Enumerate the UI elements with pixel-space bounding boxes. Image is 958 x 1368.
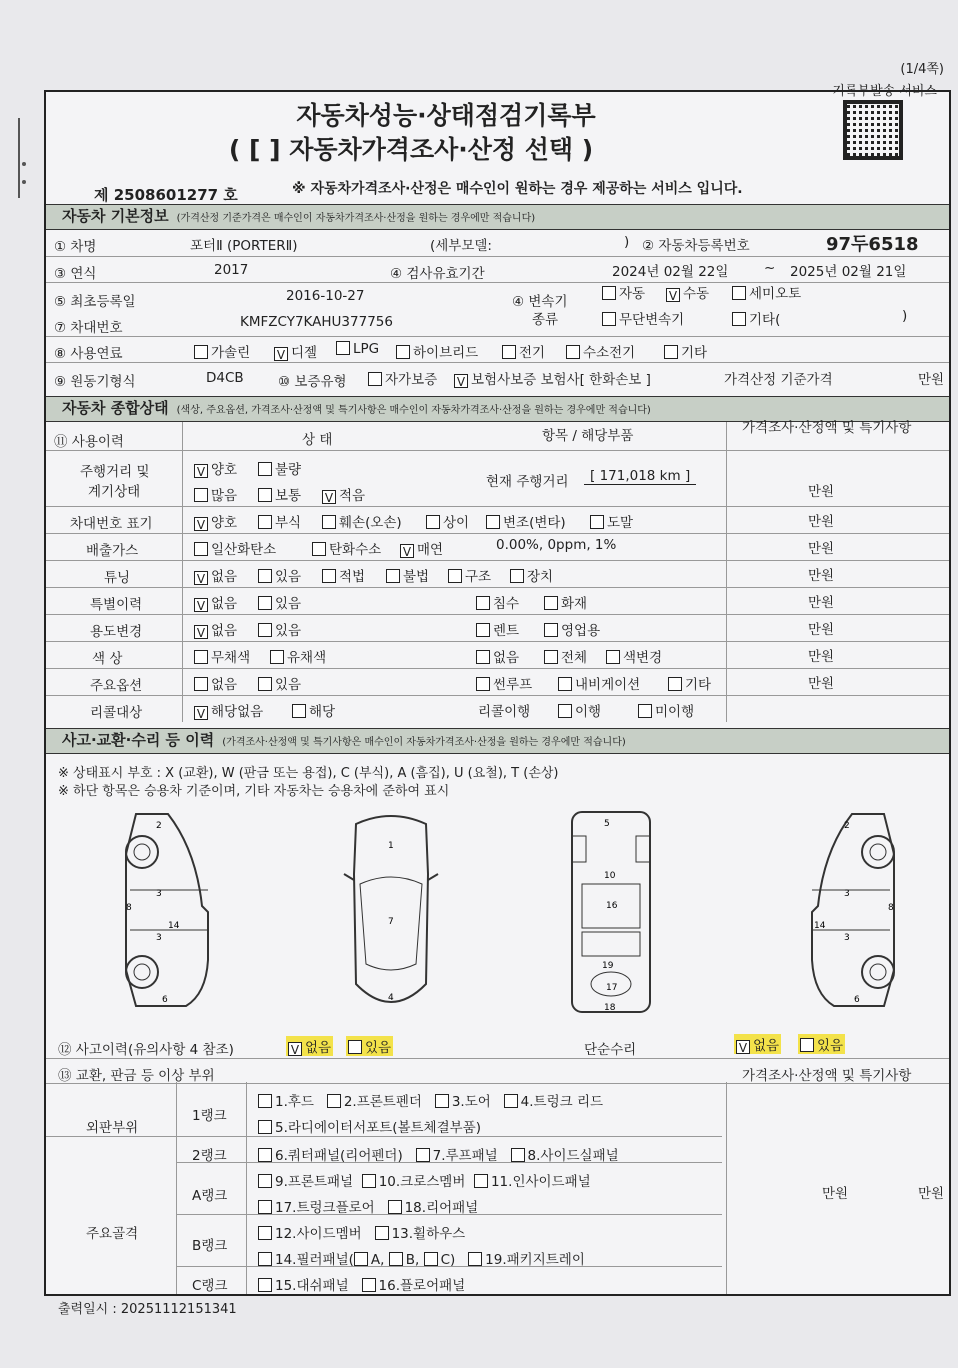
part-inside-panel[interactable]: 11.인사이드패널	[474, 1174, 591, 1190]
section-title: 사고·교환·수리 등 이력	[62, 731, 215, 749]
svg-text:6: 6	[162, 995, 168, 1005]
vin-mark-good[interactable]: V 양호	[194, 511, 237, 531]
fuel-hybrid[interactable]: 하이브리드	[396, 341, 478, 361]
legend-note: ※ 하단 항목은 승용차 기준이며, 기타 자동차는 승용차에 준하여 표시	[58, 784, 450, 799]
form-title: 자동차성능·상태점검기록부	[296, 101, 596, 130]
label: ⑤ 최초등록일	[54, 294, 136, 310]
vin-mark-smear[interactable]: 도말	[590, 511, 633, 531]
row-accident-history	[46, 1032, 949, 1058]
svg-text:5: 5	[604, 819, 610, 829]
label: 종류	[532, 312, 559, 328]
label: 만원	[808, 649, 835, 665]
label: 현재 주행거리	[486, 474, 569, 490]
divider	[726, 1082, 727, 1294]
document-number: 제 2508601277 호	[94, 186, 238, 204]
svg-text:16: 16	[606, 901, 618, 911]
label: 배출가스	[86, 543, 139, 559]
rankC-parts	[258, 1274, 465, 1294]
emission-hc[interactable]: 탄화수소	[312, 538, 381, 558]
fuel-gasoline[interactable]: 가솔린	[194, 341, 250, 361]
svg-text:2: 2	[844, 821, 850, 831]
row-first-reg	[46, 282, 949, 337]
qr-code-icon[interactable]	[843, 100, 903, 160]
divider	[176, 1082, 177, 1294]
svg-text:4: 4	[388, 993, 394, 1003]
options-etc[interactable]: 기타	[668, 673, 711, 693]
row-vin-mark	[46, 506, 949, 534]
options-sunroof[interactable]: 썬루프	[476, 673, 532, 693]
label: 가격조사·산정액 및 특기사항	[742, 1068, 912, 1084]
label: ⑧ 사용연료	[54, 346, 123, 362]
color-achromatic[interactable]: 무채색	[194, 646, 250, 666]
rank2-parts	[258, 1144, 619, 1164]
mileage-normal[interactable]: 보통	[258, 484, 301, 504]
svg-text:18: 18	[604, 1003, 616, 1013]
part-side-member[interactable]: 12.사이드멤버	[258, 1226, 362, 1242]
section-accident	[46, 728, 949, 754]
row-tuning	[46, 560, 949, 588]
row-engine	[46, 362, 949, 392]
legend-symbols: ※ 상태표시 부호 : X (교환), W (판금 또는 용접), C (부식), A (흠집), U (요철), T (손상)	[58, 766, 559, 781]
mileage-many[interactable]: 많음	[194, 484, 237, 504]
warranty-self[interactable]: 자가보증	[368, 368, 437, 388]
label: C랭크	[192, 1278, 228, 1294]
label: 만원	[808, 676, 835, 692]
vin-mark-diff[interactable]: 상이	[426, 511, 469, 531]
recall-applicable[interactable]: 해당	[292, 700, 335, 720]
label: 만원	[918, 1186, 945, 1202]
part-floor-panel[interactable]: 16.플로어패널	[362, 1278, 466, 1294]
section-note: (가격조사·산정액 및 특기사항은 매수인이 자동차가격조사·산정을 원하는 경우에만 적습니다)	[222, 737, 626, 748]
tuning-structure[interactable]: 구조	[448, 565, 491, 585]
svg-text:19: 19	[602, 961, 614, 971]
svg-text:8: 8	[888, 903, 894, 913]
color-full[interactable]: 전체	[544, 646, 587, 666]
label: ⑩ 보증유형	[278, 374, 347, 390]
rankB-parts-b: 14.필러패널( A, B, C) 19.패키지트레이	[258, 1248, 585, 1268]
svg-text:3: 3	[844, 933, 850, 943]
binding-mark	[18, 118, 24, 198]
row-year	[46, 256, 949, 283]
use-change-none[interactable]: V 없음	[194, 619, 237, 639]
car-top-diagram	[336, 814, 446, 1014]
label: ⑪ 사용이력	[54, 434, 124, 450]
trans-semi[interactable]: 세미오토	[732, 282, 801, 302]
accident-exists[interactable]: 있음	[346, 1036, 393, 1056]
vin-mark-corrosion[interactable]: 부식	[258, 511, 301, 531]
emission-smoke[interactable]: V 매연	[400, 538, 443, 558]
label: 주행거리 및	[80, 464, 150, 480]
overall-header-row	[46, 422, 949, 451]
label: 외판부위	[86, 1120, 139, 1136]
label: 가격산정 기준가격	[724, 372, 833, 388]
simple-repair-none[interactable]: V 없음	[734, 1034, 781, 1054]
row-recall	[46, 695, 949, 722]
vin: KMFZCY7KAHU377756	[240, 314, 393, 330]
label: 2랭크	[192, 1148, 227, 1164]
label: 계기상태	[88, 484, 141, 500]
warranty-insurance[interactable]: V 보험사보증 보험사[ 한화손보 ]	[454, 368, 651, 388]
emission-co[interactable]: 일산화탄소	[194, 538, 276, 558]
svg-text:14: 14	[168, 921, 180, 931]
label: 특별이력	[90, 597, 143, 613]
label: ① 차명	[54, 239, 97, 255]
tuning-none[interactable]: V 없음	[194, 565, 237, 585]
color-chromatic[interactable]: 유채색	[270, 646, 326, 666]
part-radiator-support[interactable]: 5.라디에이터서포트(볼트체결부품)	[258, 1120, 481, 1136]
label: 차대번호 표기	[70, 516, 153, 532]
label: (세부모델:	[430, 238, 492, 254]
part-dash-panel[interactable]: 15.대쉬패널	[258, 1278, 349, 1294]
first-registration-date: 2016-10-27	[286, 288, 365, 304]
label: 색 상	[92, 651, 123, 667]
car-left-side-diagram	[116, 810, 236, 1010]
part-wheel-house[interactable]: 13.휠하우스	[375, 1226, 466, 1242]
print-date: 출력일시 : 20251112151341	[58, 1302, 237, 1317]
divider	[246, 1082, 247, 1294]
tuning-legal[interactable]: 적법	[322, 565, 365, 585]
recall-na[interactable]: V 해당없음	[194, 700, 263, 720]
accident-none[interactable]: V 없음	[286, 1036, 333, 1056]
label: 1랭크	[192, 1108, 227, 1124]
use-change-rent[interactable]: 렌트	[476, 619, 519, 639]
label: ④ 검사유효기간	[390, 266, 485, 282]
label: B랭크	[192, 1238, 228, 1254]
svg-text:14: 14	[814, 921, 826, 931]
label: )	[902, 308, 908, 324]
label: ⑦ 차대번호	[54, 320, 123, 336]
rankA-parts-a	[258, 1170, 591, 1190]
label: 리콜이행	[478, 704, 531, 720]
label: 만원	[808, 568, 835, 584]
car-name: 포터Ⅱ (PORTERⅡ)	[190, 238, 298, 254]
tuning-device[interactable]: 장치	[510, 565, 553, 585]
part-front-panel[interactable]: 9.프론트패널	[258, 1174, 353, 1190]
label: A랭크	[192, 1188, 228, 1204]
row-color	[46, 641, 949, 669]
fuel-hydrogen[interactable]: 수소전기	[566, 341, 635, 361]
color-none[interactable]: 없음	[476, 646, 519, 666]
label: 상 태	[302, 432, 333, 448]
fuel-etc[interactable]: 기타	[664, 341, 707, 361]
svg-text:6: 6	[854, 995, 860, 1005]
recall-done[interactable]: 이행	[558, 700, 601, 720]
options-navigation[interactable]: 내비게이션	[558, 673, 640, 693]
label: 단순수리	[584, 1042, 637, 1058]
special-exists[interactable]: 있음	[258, 592, 301, 612]
car-frame-diagram	[566, 808, 656, 1018]
label: ⑨ 원동기형식	[54, 374, 136, 390]
mileage-good[interactable]: V 양호	[194, 458, 237, 478]
section-note: (가격산정 기준가격은 매수인이 자동차가격조사·산정을 원하는 경우에만 적습니다)	[176, 213, 536, 224]
part-hood[interactable]: 1.후드	[258, 1094, 314, 1110]
divider	[46, 1136, 722, 1137]
mileage-bad[interactable]: 불량	[258, 458, 301, 478]
svg-text:3: 3	[844, 889, 850, 899]
part-door[interactable]: 3.도어	[435, 1094, 491, 1110]
use-change-exists[interactable]: 있음	[258, 619, 301, 639]
registration-number: 97두6518	[826, 234, 919, 255]
issue-service-label: 기록부발송 서비스	[832, 84, 937, 99]
trans-auto[interactable]: 자동	[602, 282, 645, 302]
special-flood[interactable]: 침수	[476, 592, 519, 612]
fuel-lpg[interactable]: LPG	[336, 341, 379, 357]
use-change-business[interactable]: 영업용	[544, 619, 600, 639]
label: ③ 연식	[54, 266, 97, 282]
part-trunk-lid[interactable]: 4.트렁크 리드	[504, 1094, 603, 1110]
options-none[interactable]: 없음	[194, 673, 237, 693]
svg-text:17: 17	[606, 983, 618, 993]
part-side-sill[interactable]: 8.사이드실패널	[511, 1148, 619, 1164]
label: ⑬ 교환, 판금 등 이상 부위	[58, 1068, 215, 1084]
trans-etc[interactable]: 기타(	[732, 308, 780, 328]
recall-not-done[interactable]: 미이행	[638, 700, 694, 720]
row-options	[46, 668, 949, 696]
special-none[interactable]: V 없음	[194, 592, 237, 612]
label: 만원	[822, 1186, 849, 1202]
row-special	[46, 587, 949, 615]
form-subtitle: ( [ ] 자동차가격조사·산정 선택 )	[228, 135, 594, 164]
part-roof-panel[interactable]: 7.루프패널	[416, 1148, 498, 1164]
section-note: (색상, 주요옵션, 가격조사·산정액 및 특기사항은 매수인이 자동차가격조사·산정을 원하는 경우에만 적습니다)	[176, 405, 651, 416]
inspection-from: 2024년 02월 22일	[612, 264, 729, 280]
label: 용도변경	[90, 624, 143, 640]
simple-repair-exists[interactable]: 있음	[798, 1034, 845, 1054]
label: 만원	[808, 595, 835, 611]
fuel-electric[interactable]: 전기	[502, 341, 545, 361]
page-number: (1/4쪽)	[900, 62, 944, 77]
part-pillar-panel[interactable]: 14.필러패널(	[258, 1252, 354, 1268]
rankB-parts-a	[258, 1222, 465, 1242]
row-car-name	[46, 230, 949, 257]
punch-hole	[22, 180, 26, 184]
model-year: 2017	[214, 262, 249, 278]
row-parts-header	[46, 1058, 949, 1084]
svg-text:1: 1	[388, 841, 394, 851]
rank1-parts-b	[258, 1116, 481, 1136]
tuning-illegal[interactable]: 불법	[386, 565, 429, 585]
section-title: 자동차 기본정보	[62, 207, 169, 225]
label: 만원	[808, 622, 835, 638]
vin-mark-damage[interactable]: 훼손(오손)	[322, 511, 402, 531]
label: )	[624, 234, 630, 250]
trans-manual[interactable]: V 수동	[666, 282, 709, 302]
label: ⑫ 사고이력(유의사항 4 참조)	[58, 1042, 234, 1058]
emission-values: 0.00%, 0ppm, 1%	[496, 537, 617, 553]
label: ④ 변속기	[512, 294, 568, 310]
trans-cvt[interactable]: 무단변속기	[602, 308, 684, 328]
special-fire[interactable]: 화재	[544, 592, 587, 612]
label: 만원	[808, 514, 835, 530]
tuning-exists[interactable]: 있음	[258, 565, 301, 585]
current-mileage: [ 171,018 km ]	[584, 468, 696, 485]
section-basic-info	[46, 204, 949, 230]
label: 만원	[918, 372, 945, 388]
row-use-change	[46, 614, 949, 642]
service-notice: ※ 자동차가격조사·산정은 매수인이 원하는 경우 제공하는 서비스 입니다.	[292, 181, 743, 197]
svg-text:8: 8	[126, 903, 132, 913]
inspection-form	[44, 84, 951, 1296]
label: ② 자동차등록번호	[642, 238, 750, 254]
vin-mark-altered[interactable]: 변조(변타)	[486, 511, 566, 531]
label: 주요골격	[86, 1226, 139, 1242]
rank1-parts-a	[258, 1090, 603, 1110]
part-rear-panel[interactable]: 18.리어패널	[388, 1200, 479, 1216]
svg-text:3: 3	[156, 889, 162, 899]
row-emission	[46, 533, 949, 561]
part-cross-member[interactable]: 10.크로스멤버	[362, 1174, 466, 1190]
mileage-few[interactable]: V 적음	[322, 484, 365, 504]
section-title: 자동차 종합상태	[62, 399, 169, 417]
fuel-diesel[interactable]: V 디젤	[274, 341, 317, 361]
label: 리콜대상	[90, 705, 143, 721]
part-front-fender[interactable]: 2.프론트펜더	[327, 1094, 422, 1110]
svg-text:10: 10	[604, 871, 616, 881]
part-quarter-panel[interactable]: 6.쿼터패널(리어펜더)	[258, 1148, 403, 1164]
row-mileage	[46, 450, 949, 507]
part-package-tray[interactable]: 19.패키지트레이	[468, 1252, 585, 1268]
options-exists[interactable]: 있음	[258, 673, 301, 693]
svg-text:3: 3	[156, 933, 162, 943]
car-right-side-diagram	[784, 810, 904, 1010]
label: 튜닝	[104, 570, 131, 586]
color-change[interactable]: 색변경	[606, 646, 662, 666]
svg-text:7: 7	[388, 917, 394, 927]
label: 가격조사·산정액 및 특기사항	[742, 420, 912, 436]
part-trunk-floor[interactable]: 17.트렁크플로어	[258, 1200, 375, 1216]
label: 만원	[808, 541, 835, 557]
label: 항목 / 해당부품	[542, 428, 634, 444]
label: 만원	[808, 484, 835, 500]
label: ~	[764, 260, 776, 276]
inspection-to: 2025년 02월 21일	[790, 264, 907, 280]
punch-hole	[22, 162, 26, 166]
rankA-parts-b	[258, 1196, 478, 1216]
svg-text:2: 2	[156, 821, 162, 831]
label: 주요옵션	[90, 678, 143, 694]
engine-type: D4CB	[206, 370, 244, 386]
row-fuel	[46, 336, 949, 363]
